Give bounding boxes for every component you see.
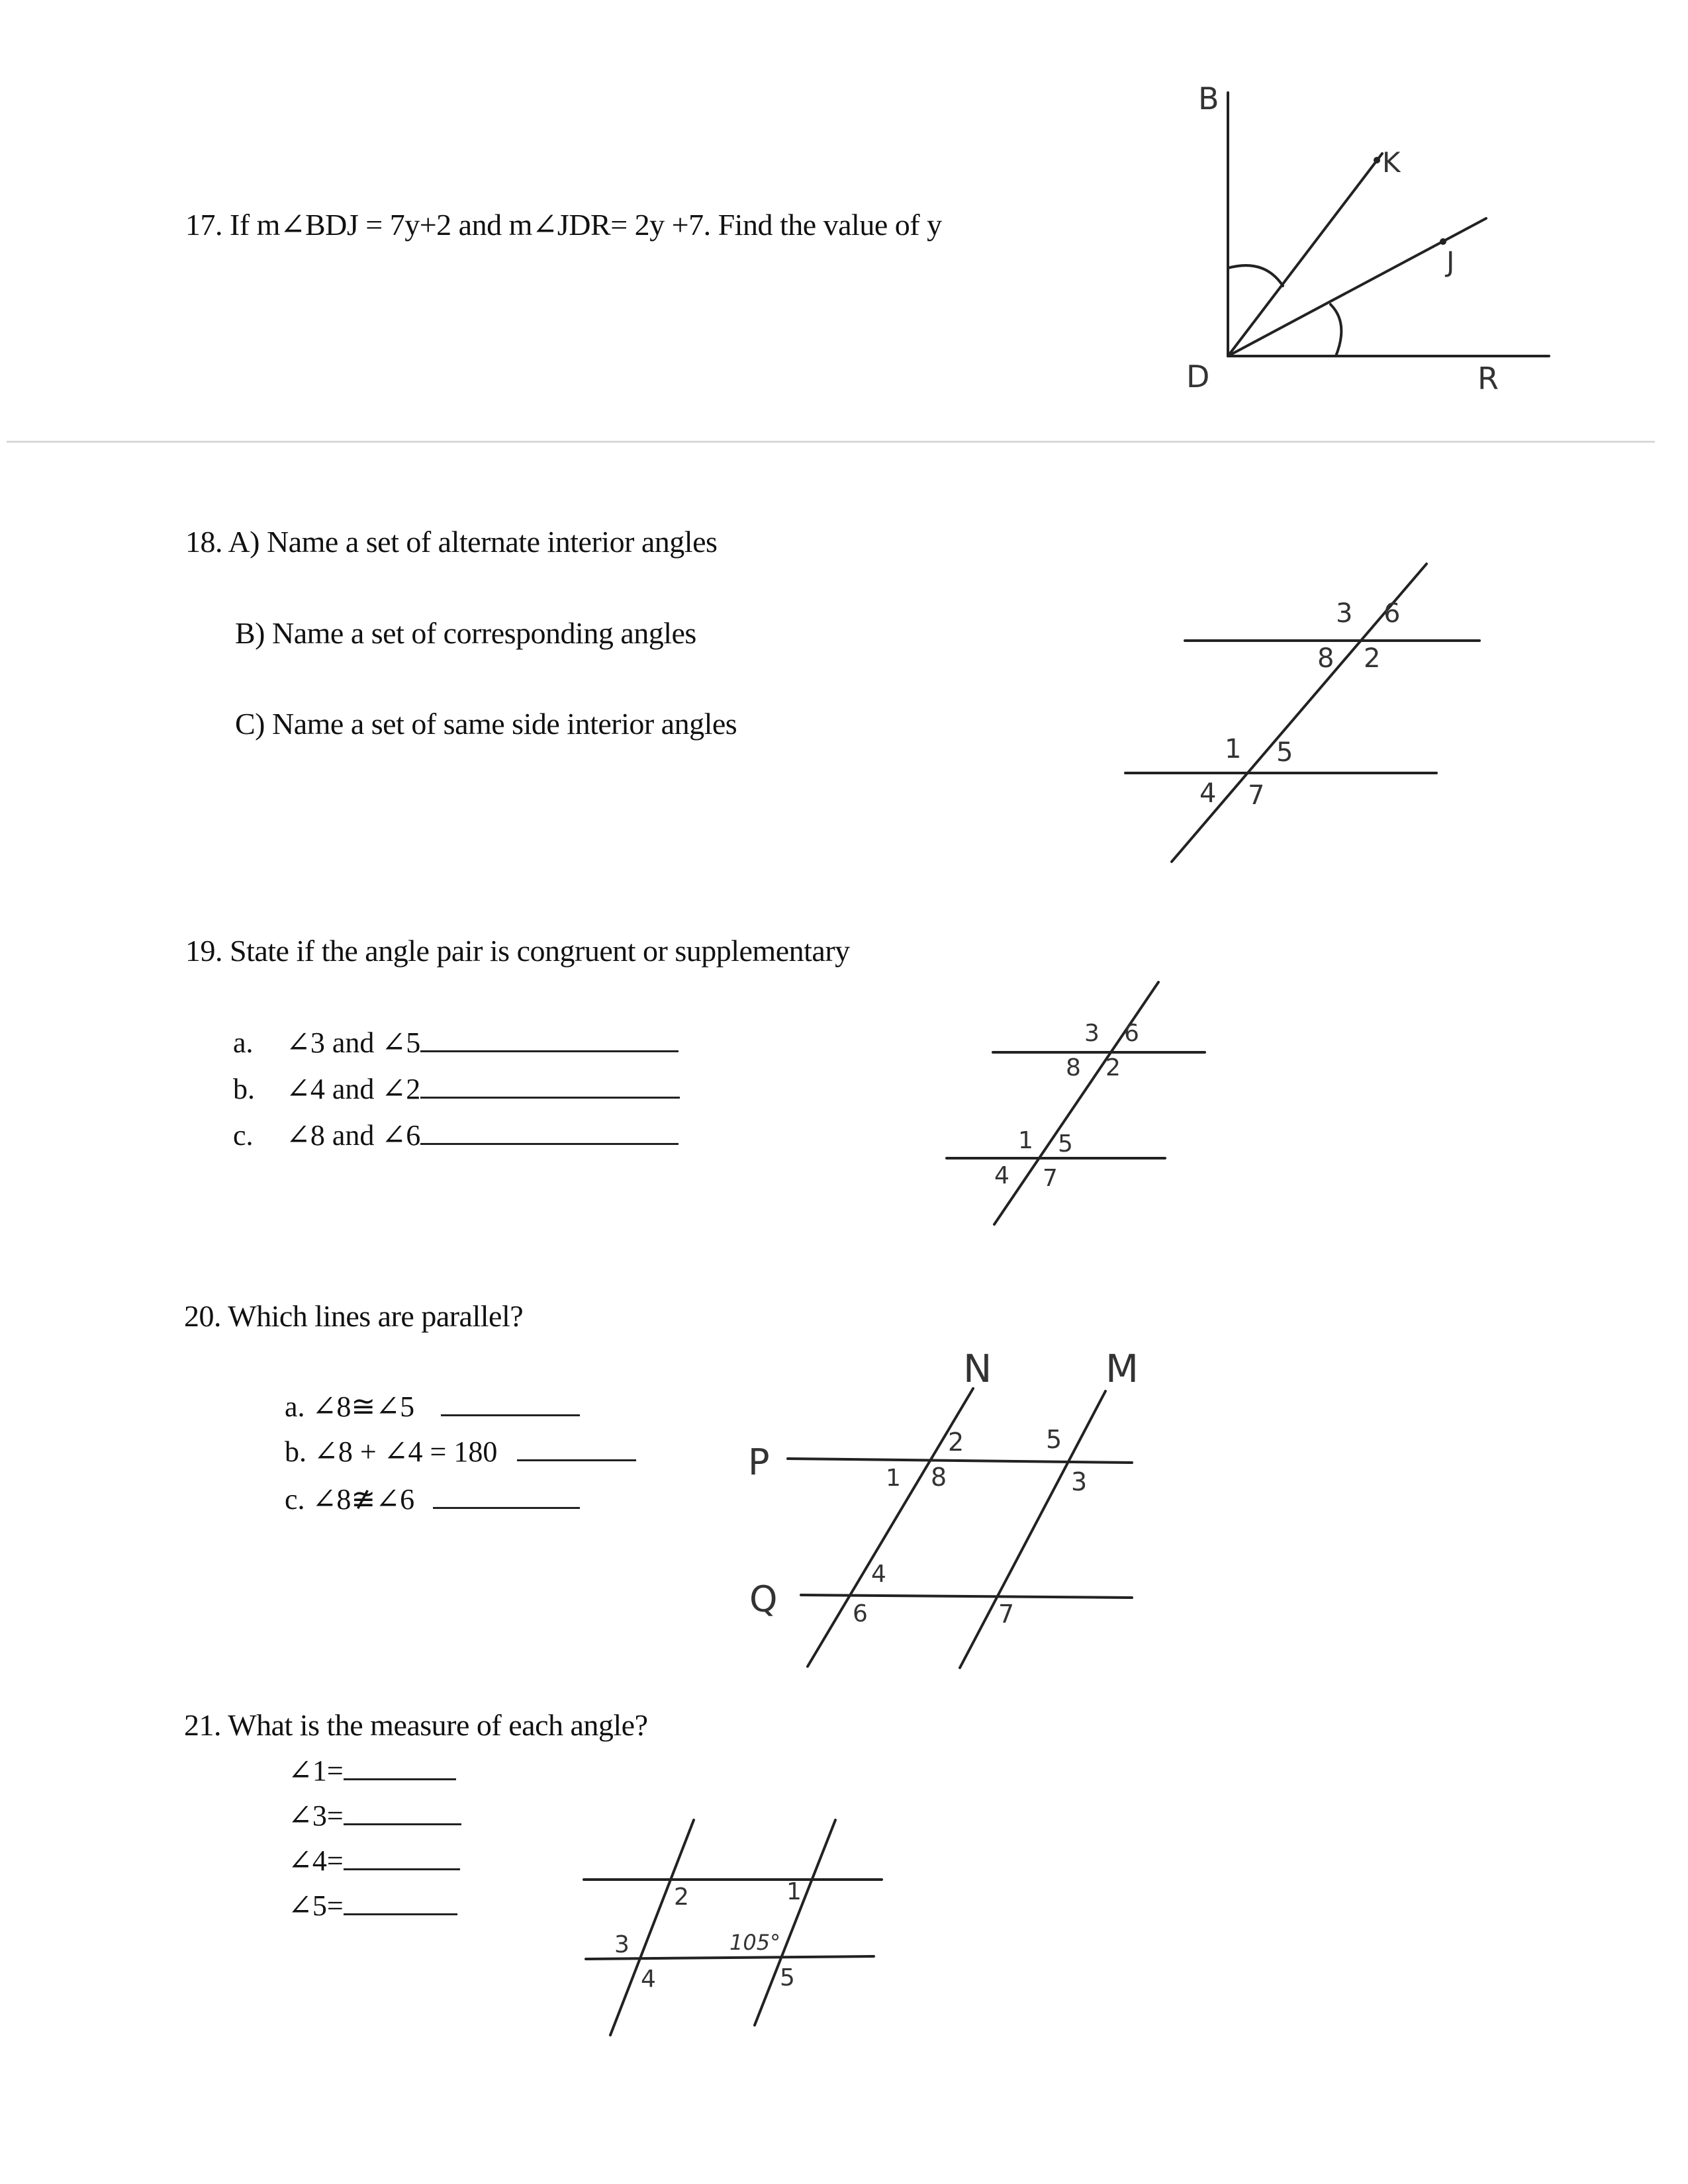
angle-5: 5 [1276, 737, 1293, 768]
q21-item-5 [288, 1889, 457, 1923]
q18-transversal-figure [1119, 556, 1489, 867]
q19-item-c [233, 1118, 679, 1152]
angle-8: 8 [931, 1463, 947, 1492]
section-divider [7, 441, 1655, 443]
angle-8: 8 [1066, 1054, 1081, 1081]
label-d: D [1186, 359, 1210, 394]
q19-item-text: ∠3 and ∠5 [286, 1026, 421, 1059]
angle-2: 2 [948, 1428, 964, 1457]
q20-item-text: a. ∠8≅∠5 [285, 1390, 415, 1423]
angle-3: 3 [1071, 1467, 1088, 1496]
q19-transversal-figure [940, 973, 1218, 1231]
angle-7: 7 [1043, 1165, 1058, 1192]
answer-blank[interactable] [420, 1045, 679, 1052]
ray-dj [1228, 218, 1486, 356]
q19-item-label: a. [233, 1026, 254, 1059]
answer-blank[interactable] [517, 1454, 636, 1461]
arc-bdk [1228, 265, 1283, 286]
answer-blank[interactable] [420, 1091, 680, 1099]
label-j: J [1446, 246, 1455, 278]
angle-2: 2 [1105, 1054, 1121, 1081]
q18-part-c: C) Name a set of same side interior angles [235, 707, 737, 741]
angle-5: 5 [1046, 1425, 1062, 1454]
answer-blank[interactable] [344, 1863, 460, 1870]
angle-6: 6 [1383, 598, 1401, 629]
q21-title: 21. What is the measure of each angle? [184, 1708, 648, 1742]
q19-title: 19. State if the angle pair is congruent or supplementary [185, 934, 850, 968]
q20-item-c [285, 1482, 580, 1516]
q21-item-text: ∠5= [288, 1889, 344, 1922]
label-m: M [1105, 1346, 1139, 1391]
label-b: B [1198, 81, 1219, 116]
q21-item-1 [288, 1754, 456, 1788]
answer-blank[interactable] [344, 1908, 457, 1915]
angle-3: 3 [1084, 1020, 1100, 1047]
label-p: P [748, 1441, 770, 1483]
answer-blank[interactable] [441, 1409, 580, 1416]
answer-blank[interactable] [344, 1818, 461, 1825]
q19-item-label: b. [233, 1073, 255, 1105]
answer-blank[interactable] [420, 1138, 679, 1145]
q19-item-text: ∠8 and ∠6 [286, 1119, 421, 1152]
label-q: Q [749, 1578, 778, 1620]
angle-3: 3 [614, 1931, 630, 1958]
q18-part-a: 18. A) Name a set of alternate interior angles [185, 525, 718, 559]
q21-parallel-lines-figure [576, 1807, 894, 2045]
angle-7: 7 [998, 1600, 1015, 1629]
q19-item-text: ∠4 and ∠2 [286, 1073, 421, 1105]
q19-item-b [233, 1072, 680, 1106]
q21-item-4 [288, 1844, 460, 1878]
angle-4: 4 [871, 1561, 886, 1588]
angle-8: 8 [1317, 643, 1335, 674]
line-transversal [994, 982, 1158, 1224]
q20-item-text: b. ∠8 + ∠4 = 180 [285, 1435, 498, 1468]
arc-jdr [1331, 304, 1341, 356]
angle-4: 4 [1199, 778, 1217, 809]
angle-4: 4 [641, 1966, 656, 1993]
q21-item-text: ∠4= [288, 1844, 344, 1877]
angle-1: 1 [1018, 1127, 1033, 1154]
label-k: K [1382, 146, 1401, 179]
angle-7: 7 [1248, 780, 1265, 811]
q20-item-text: c. ∠8≇∠6 [285, 1483, 415, 1516]
ray-dk [1228, 154, 1382, 356]
angle-5: 5 [1058, 1130, 1073, 1158]
angle-1: 1 [786, 1878, 802, 1905]
q20-item-a [285, 1390, 580, 1424]
label-r: R [1477, 361, 1499, 396]
q19-item-a [233, 1026, 679, 1060]
angle-2: 2 [674, 1884, 689, 1911]
line-p [788, 1459, 1132, 1463]
point-j [1440, 238, 1446, 245]
answer-blank[interactable] [344, 1773, 456, 1780]
line-m [960, 1391, 1105, 1668]
q21-item-3 [288, 1799, 461, 1833]
q18-part-b: B) Name a set of corresponding angles [235, 616, 696, 650]
angle-2: 2 [1364, 643, 1381, 674]
line-left-transversal [610, 1820, 694, 2035]
answer-blank[interactable] [433, 1502, 580, 1509]
angle-1: 1 [1225, 734, 1242, 764]
q21-item-text: ∠1= [288, 1754, 344, 1787]
point-k [1374, 157, 1380, 163]
angle-4: 4 [994, 1162, 1009, 1189]
q19-item-label: c. [233, 1119, 254, 1152]
angle-5: 5 [780, 1964, 795, 1991]
q17-angle-figure [1178, 79, 1562, 410]
angle-3: 3 [1336, 598, 1353, 629]
line-right-transversal [755, 1820, 835, 2025]
q20-item-b [285, 1435, 636, 1469]
q21-item-text: ∠3= [288, 1799, 344, 1832]
q20-title: 20. Which lines are parallel? [184, 1299, 524, 1333]
label-n: N [963, 1346, 992, 1391]
q20-parallel-lines-figure [735, 1337, 1145, 1681]
angle-105: 105° [729, 1930, 781, 1955]
angle-6: 6 [853, 1600, 868, 1627]
angle-1: 1 [886, 1465, 901, 1492]
q17-text: 17. If m∠BDJ = 7y+2 and m∠JDR= 2y +7. Find the value of y [185, 208, 942, 242]
angle-6: 6 [1124, 1020, 1139, 1047]
